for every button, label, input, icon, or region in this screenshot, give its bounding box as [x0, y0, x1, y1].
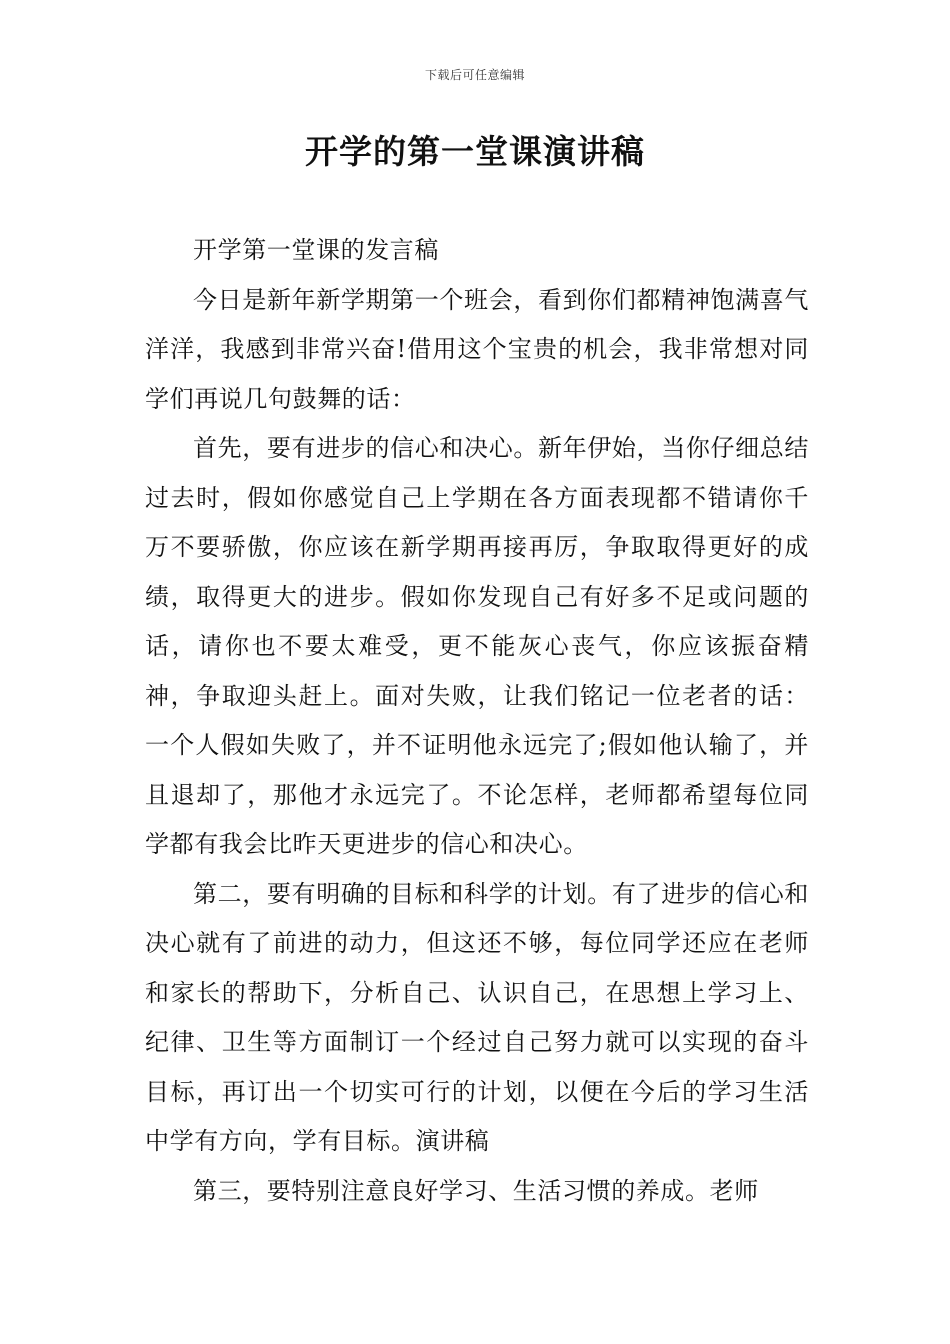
paragraph-first-point: 首先，要有进步的信心和决心。新年伊始，当你仔细总结过去时，假如你感觉自己上学期在各方面表现都不错请你千万不要骄傲，你应该在新学期再接再厉，争取取得更好的成绩，取得更大的进步。假如你发现自己有好多不足或问题的话，请你也不要太难受，更不能灰心丧气，你应该振奋精神，争取迎头赶上。面对失败，让我们铭记一位老者的话：一个人假如失败了，并不证明他永远完了;假如他认输了，并且退却了，那他才永远完了。不论怎样，老师都希望每位同学都有我会比昨天更进步的信心和决心。 — [145, 434, 809, 858]
paragraph-third-point: 第三，要特别注意良好学习、生活习惯的养成。老师 — [193, 1176, 759, 1205]
paragraph-intro: 今日是新年新学期第一个班会，看到你们都精神饱满喜气洋洋，我感到非常兴奋!借用这个宝贵的机会，我非常想对同学们再说几句鼓舞的话： — [145, 285, 809, 413]
document-title: 开学的第一堂课演讲稿 — [305, 132, 645, 171]
paragraph-subtitle: 开学第一堂课的发言稿 — [193, 236, 439, 264]
page-header-note: 下载后可任意编辑 — [424, 68, 525, 82]
paragraph-second-point: 第二，要有明确的目标和科学的计划。有了进步的信心和决心就有了前进的动力，但这还不够，每位同学还应在老师和家长的帮助下，分析自己、认识自己，在思想上学习上、纪律、卫生等方面制订一个经过自己努力就可以实现的奋斗目标，再订出一个切实可行的计划，以便在今后的学习生活中学有方向，学有目标。演讲稿 — [145, 879, 809, 1155]
document-body — [145, 226, 809, 1216]
